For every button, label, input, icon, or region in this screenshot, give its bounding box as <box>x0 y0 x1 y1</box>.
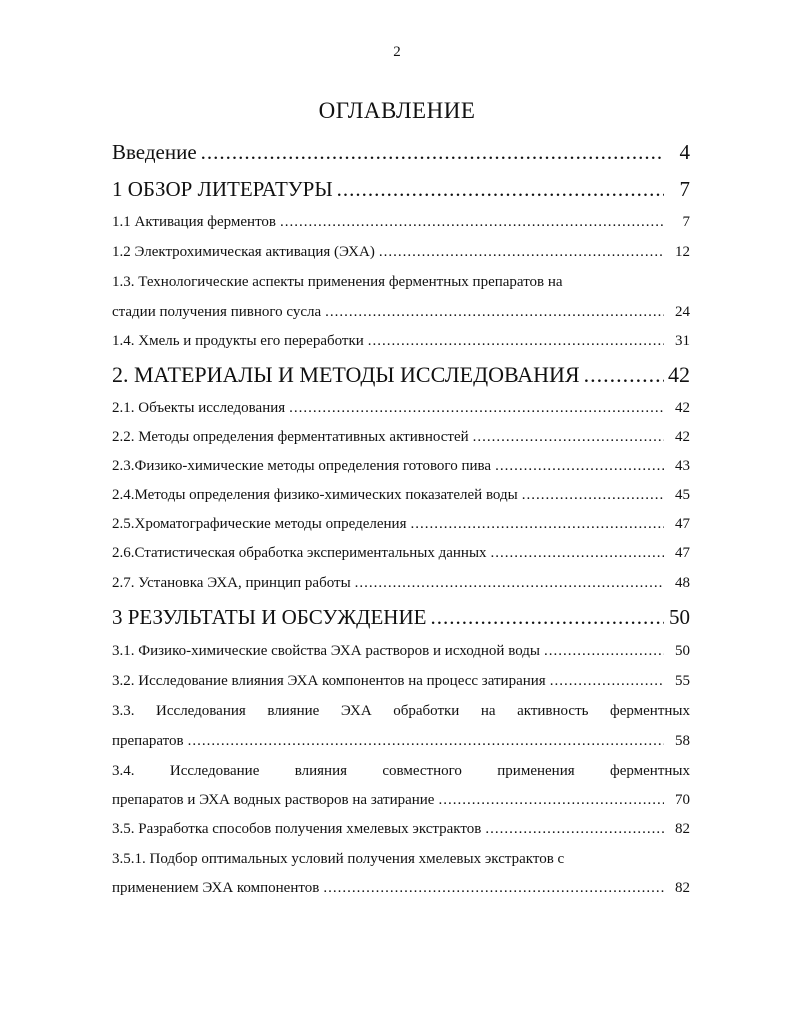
toc-entry-text: Введение <box>112 140 197 164</box>
toc-entry-2-5 <box>112 516 690 533</box>
toc-entry-text: 2.7. Установка ЭХА, принцип работы <box>112 575 351 591</box>
toc-entry-text: стадии получения пивного сусла <box>112 304 322 320</box>
toc-entry-text: 2.3.Физико-химические методы определения готового пива <box>112 458 492 474</box>
toc-entry-page: 47 <box>675 545 690 561</box>
dot-leader <box>325 304 664 321</box>
toc-entry-chapter-1 <box>112 177 690 202</box>
dot-leader <box>473 429 664 446</box>
toc-entry-page: 31 <box>675 333 690 349</box>
toc-entry-text: 2.5.Хроматографические методы определения <box>112 516 407 532</box>
toc-entry-text: 3.5. Разработка способов получения хмелевых экстрактов <box>112 821 482 837</box>
dot-leader <box>289 400 664 417</box>
toc-entry-1-2 <box>112 244 690 261</box>
toc-entry-page: 50 <box>669 605 690 629</box>
dot-leader <box>522 487 664 504</box>
toc-entry-1-3 <box>112 304 690 321</box>
dot-leader <box>188 733 664 750</box>
toc-entry-3-3-line1: 3.3. Исследования влияние ЭХА обработки на активность ферментных <box>112 703 690 719</box>
toc-entry-page: 7 <box>682 214 690 230</box>
toc-entry-page: 12 <box>675 244 690 260</box>
dot-leader <box>323 880 664 897</box>
toc-entry-3-5-1-line1: 3.5.1. Подбор оптимальных условий получения хмелевых экстрактов с <box>112 851 565 867</box>
toc-entry-text: 2.4.Методы определения физико-химических показателей воды <box>112 487 518 503</box>
toc-entry-3-5 <box>112 821 690 838</box>
dot-leader <box>485 821 664 838</box>
dot-leader <box>495 458 664 475</box>
toc-entry-3-4-line1: 3.4. Исследование влияния совместного применения ферментных <box>112 763 690 779</box>
dot-leader <box>491 545 664 562</box>
dot-leader <box>550 673 664 690</box>
dot-leader <box>337 177 664 202</box>
toc-entry-text: препаратов и ЭХА водных растворов на затирание <box>112 792 435 808</box>
toc-entry-text: 2. МАТЕРИАЛЫ И МЕТОДЫ ИССЛЕДОВАНИЯ <box>112 362 580 387</box>
toc-entry-text: 2.2. Методы определения ферментативных активностей <box>112 429 469 445</box>
toc-entry-text: 1.1 Активация ферментов <box>112 214 277 230</box>
toc-entry-page: 42 <box>668 362 690 387</box>
toc-entry-1-4 <box>112 333 690 350</box>
toc-entry-page: 24 <box>675 304 690 320</box>
toc-entry-text: препаратов <box>112 733 184 749</box>
toc-entry-chapter-2 <box>112 362 690 388</box>
toc-entry-page: 48 <box>675 575 690 591</box>
toc-entry-page: 4 <box>679 140 690 164</box>
toc-entry-page: 58 <box>675 733 690 749</box>
toc-entry-2-1 <box>112 400 690 417</box>
toc-entry-page: 47 <box>675 516 690 532</box>
toc-entry-text: 3.2. Исследование влияния ЭХА компонентов на процесс затирания <box>112 673 546 689</box>
toc-entry-3-5-1 <box>112 880 690 897</box>
dot-leader <box>430 605 664 630</box>
dot-leader <box>379 244 664 261</box>
toc-entry-1-1 <box>112 214 690 231</box>
document-title: ОГЛАВЛЕНИЕ <box>318 98 476 123</box>
toc-entry-introduction <box>112 140 690 165</box>
toc-entry-page: 43 <box>675 458 690 474</box>
toc-entry-1-3-line1: 1.3. Технологические аспекты применения ферментных препаратов на <box>112 274 563 290</box>
toc-entry-page: 45 <box>675 487 690 503</box>
dot-leader <box>544 643 664 660</box>
dot-leader <box>280 214 664 231</box>
toc-entry-page: 55 <box>675 673 690 689</box>
toc-entry-chapter-3 <box>112 605 690 630</box>
toc-entry-page: 70 <box>675 792 690 808</box>
dot-leader <box>201 140 664 165</box>
page-number: 2 <box>393 44 401 60</box>
toc-entry-page: 42 <box>675 400 690 416</box>
toc-entry-2-6 <box>112 545 690 562</box>
toc-entry-page: 82 <box>675 821 690 837</box>
toc-entry-2-7 <box>112 575 690 592</box>
toc-entry-text: 2.6.Статистическая обработка экспериментальных данных <box>112 545 487 561</box>
toc-entry-page: 50 <box>675 643 690 659</box>
toc-entry-text: 3 РЕЗУЛЬТАТЫ И ОБСУЖДЕНИЕ <box>112 605 427 629</box>
toc-entry-text: 1 ОБЗОР ЛИТЕРАТУРЫ <box>112 177 333 201</box>
toc-entry-text: 1.4. Хмель и продукты его переработки <box>112 333 364 349</box>
dot-leader <box>355 575 664 592</box>
toc-entry-3-3 <box>112 733 690 750</box>
toc-entry-text: 2.1. Объекты исследования <box>112 400 286 416</box>
toc-entry-2-3 <box>112 458 690 475</box>
toc-entry-page: 42 <box>675 429 690 445</box>
toc-entry-page: 7 <box>679 177 690 201</box>
toc-entry-3-2 <box>112 673 690 690</box>
toc-entry-text: 1.2 Электрохимическая активация (ЭХА) <box>112 244 375 260</box>
toc-entry-3-1 <box>112 643 690 660</box>
toc-entry-3-4 <box>112 792 690 809</box>
dot-leader <box>411 516 665 533</box>
toc-entry-text: применением ЭХА компонентов <box>112 880 320 896</box>
toc-entry-2-2 <box>112 429 690 446</box>
toc-entry-2-4 <box>112 487 690 504</box>
toc-entry-page: 82 <box>675 880 690 896</box>
dot-leader <box>368 333 664 350</box>
dot-leader <box>438 792 664 809</box>
toc-entry-text: 3.1. Физико-химические свойства ЭХА растворов и исходной воды <box>112 643 540 659</box>
dot-leader <box>584 362 664 388</box>
